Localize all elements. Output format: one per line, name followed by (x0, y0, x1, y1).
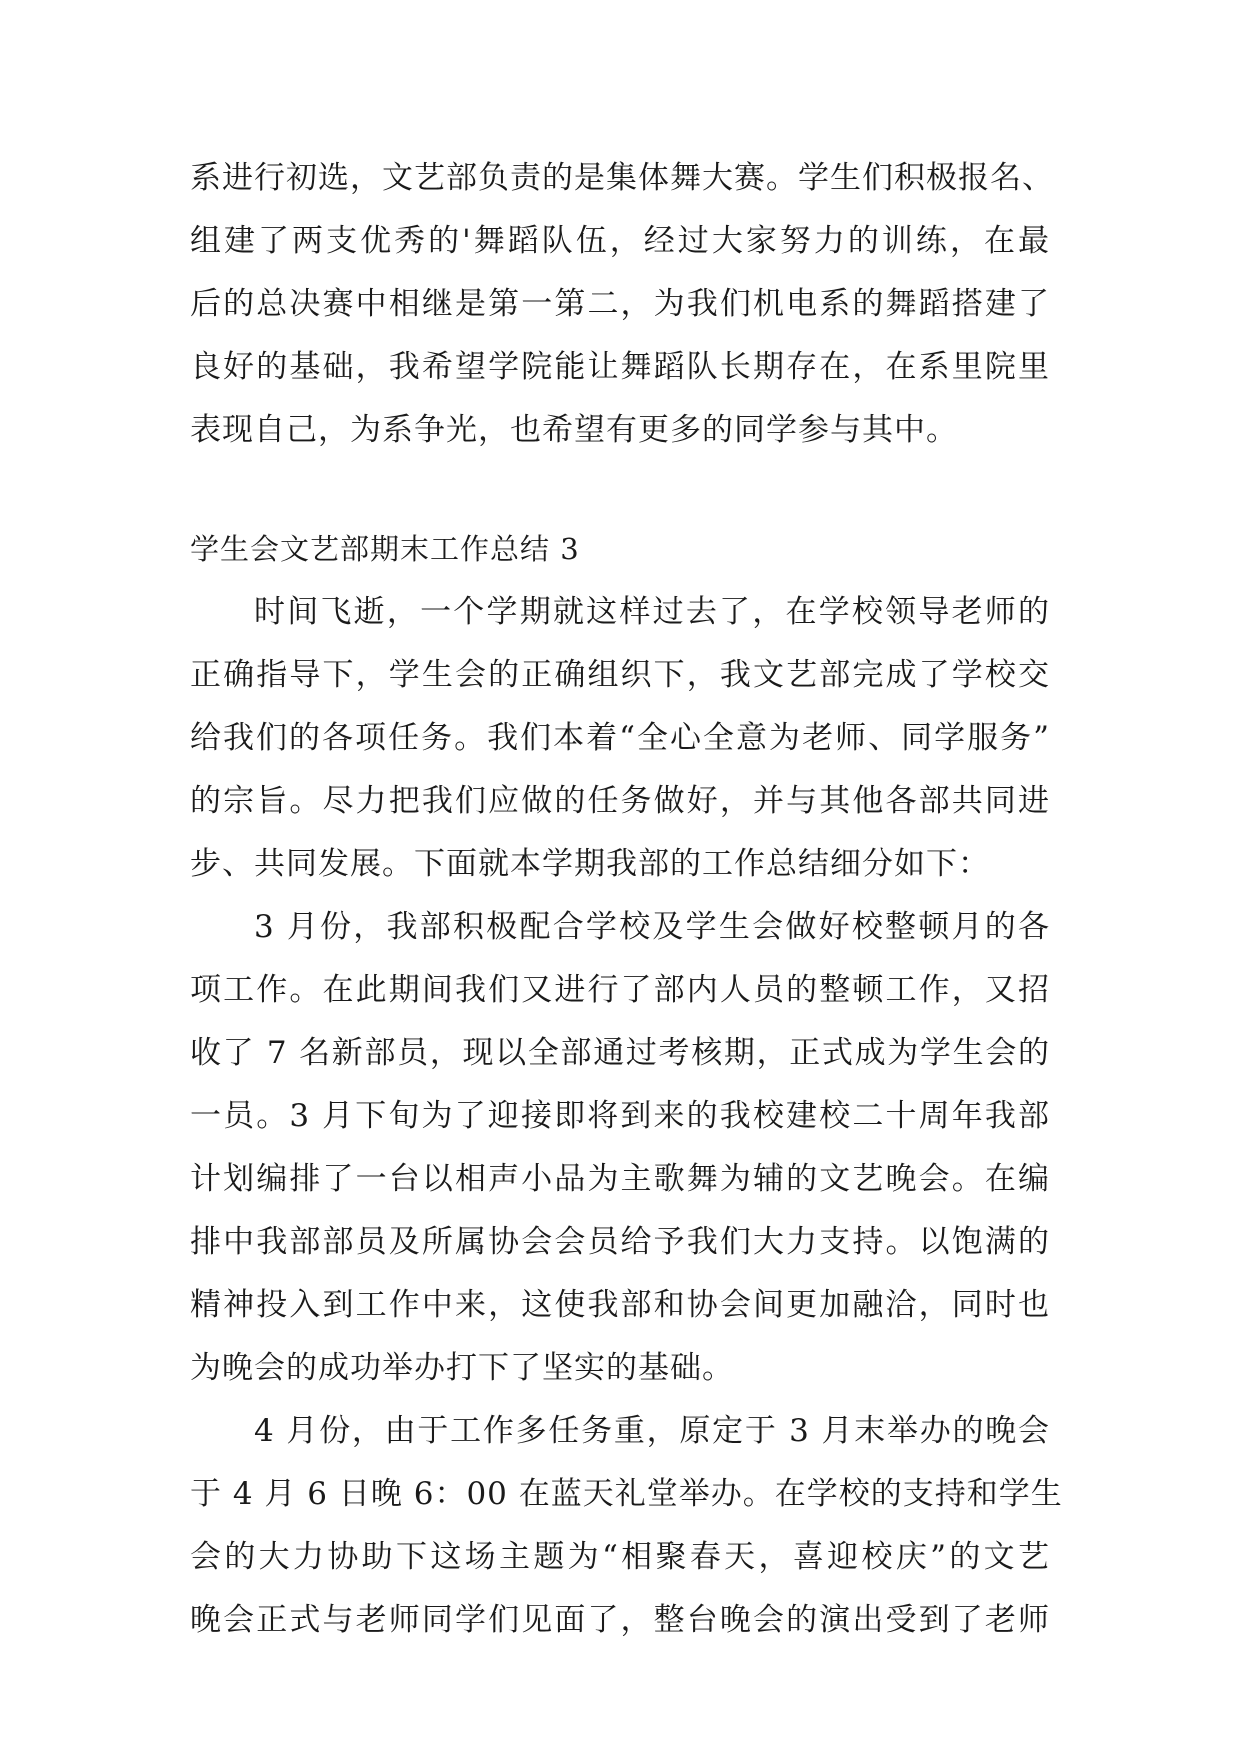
text-line: 步、共同发展。下面就本学期我部的工作总结细分如下： (190, 846, 990, 882)
paragraph-april (190, 1400, 1063, 1652)
section-heading: 学生会文艺部期末工作总结 3 (190, 532, 580, 566)
text-line: 3 月份，我部积极配合学校及学生会做好校整顿月的各 (254, 909, 1050, 945)
text-line: 表现自己，为系争光，也希望有更多的同学参与其中。 (190, 412, 958, 448)
text-line: 于 4 月 6 日晚 6：00 在蓝天礼堂举办。在学校的支持和学生 (190, 1476, 1063, 1512)
text-line: 4 月份，由于工作多任务重，原定于 3 月末举办的晚会 (254, 1413, 1050, 1449)
text-line: 后的总决赛中相继是第一第二，为我们机电系的舞蹈搭建了 (190, 286, 1050, 322)
text-line: 正确指导下，学生会的正确组织下，我文艺部完成了学校交 (190, 657, 1050, 693)
text-line: 给我们的各项任务。我们本着“全心全意为老师、同学服务” (190, 720, 1050, 756)
text-line: 时间飞逝，一个学期就这样过去了，在学校领导老师的 (254, 594, 1050, 630)
text-line: 精神投入到工作中来，这使我部和协会间更加融洽，同时也 (190, 1287, 1050, 1323)
paragraph-continued (190, 147, 1054, 462)
paragraph-gap (190, 462, 1050, 518)
paragraph-intro (190, 581, 1050, 896)
document-body (190, 147, 1063, 1652)
text-line: 一员。3 月下旬为了迎接即将到来的我校建校二十周年我部 (190, 1098, 1050, 1134)
paragraph-march (190, 896, 1050, 1400)
text-line: 的宗旨。尽力把我们应做的任务做好，并与其他各部共同进 (190, 783, 1050, 819)
text-line: 项工作。在此期间我们又进行了部内人员的整顿工作，又招 (190, 972, 1050, 1008)
text-line: 排中我部部员及所属协会会员给予我们大力支持。以饱满的 (190, 1224, 1050, 1260)
text-line: 组建了两支优秀的'舞蹈队伍，经过大家努力的训练，在最 (190, 223, 1050, 259)
text-line: 良好的基础，我希望学院能让舞蹈队长期存在，在系里院里 (190, 349, 1050, 385)
text-line: 收了 7 名新部员，现以全部通过考核期，正式成为学生会的 (190, 1035, 1050, 1071)
text-line: 计划编排了一台以相声小品为主歌舞为辅的文艺晚会。在编 (190, 1161, 1050, 1197)
text-line: 晚会正式与老师同学们见面了，整台晚会的演出受到了老师 (190, 1602, 1050, 1638)
text-line: 系进行初选，文艺部负责的是集体舞大赛。学生们积极报名、 (190, 160, 1054, 196)
text-line: 为晚会的成功举办打下了坚实的基础。 (190, 1350, 734, 1386)
text-line: 会的大力协助下这场主题为“相聚春天，喜迎校庆”的文艺 (190, 1539, 1050, 1575)
